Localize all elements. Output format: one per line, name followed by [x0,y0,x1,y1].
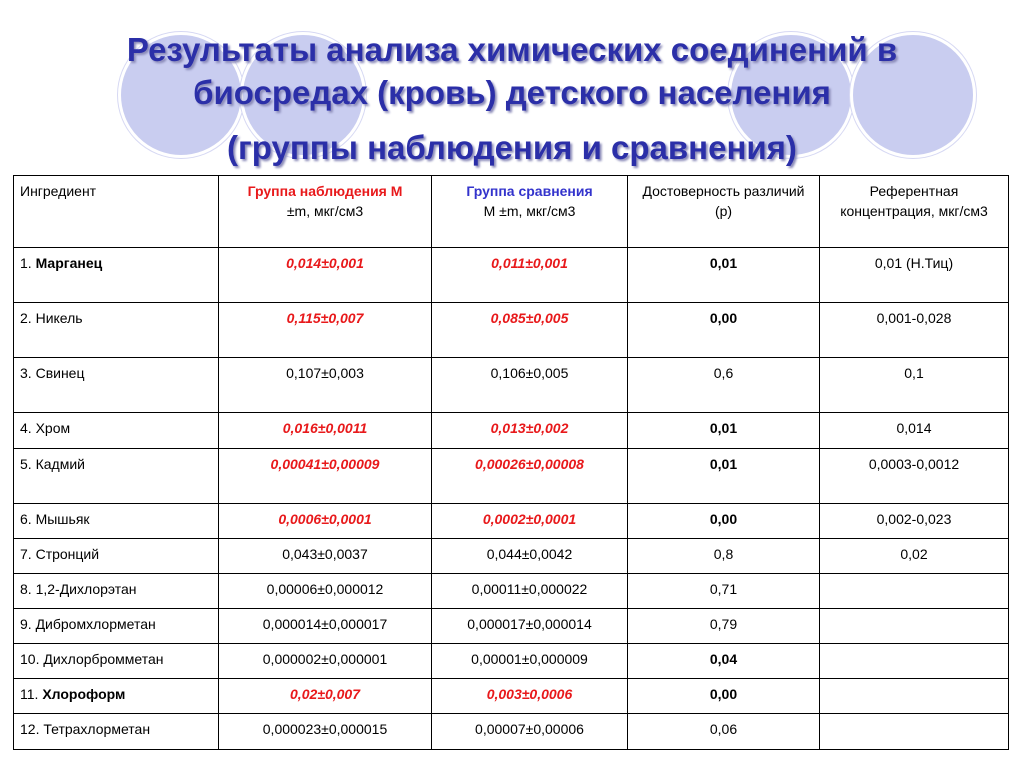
cell-significance: 0,8 [628,539,820,574]
cell-significance: 0,71 [628,574,820,609]
table-row [14,413,1009,449]
cell-observation: 0,000014±0,000017 [219,609,432,644]
cell-observation: 0,016±0,0011 [219,413,432,449]
cell-ingredient: 6. Мышьяк [14,504,219,539]
cell-ingredient: 8. 1,2-Дихлорэтан [14,574,219,609]
table-row [14,714,1009,750]
slide-title [0,28,1024,169]
title-line-3: (группы наблюдения и сравнения) [227,129,797,166]
cell-comparison: 0,013±0,002 [432,413,628,449]
cell-ingredient: 9. Дибромхлорметан [14,609,219,644]
header-significance: Достоверность различий (р) [628,176,820,248]
cell-reference: 0,02 [820,539,1009,574]
cell-ingredient: 1. Марганец [14,248,219,303]
cell-comparison: 0,00011±0,000022 [432,574,628,609]
cell-significance: 0,00 [628,679,820,714]
cell-comparison: 0,000017±0,000014 [432,609,628,644]
table-row [14,679,1009,714]
table-row [14,609,1009,644]
cell-reference [820,679,1009,714]
title-line-1: Результаты анализа химических соединений в [126,31,898,68]
cell-comparison: 0,003±0,0006 [432,679,628,714]
cell-significance: 0,01 [628,449,820,504]
cell-ingredient: 5. Кадмий [14,449,219,504]
cell-ingredient: 4. Хром [14,413,219,449]
cell-reference [820,644,1009,679]
cell-observation: 0,043±0,0037 [219,539,432,574]
table-header-row [14,176,1009,248]
cell-ingredient: 10. Дихлорбромметан [14,644,219,679]
cell-observation: 0,000002±0,000001 [219,644,432,679]
cell-significance: 0,00 [628,504,820,539]
header-comparison-title: Группа сравнения [466,183,593,199]
cell-observation: 0,00006±0,000012 [219,574,432,609]
header-observation-title: Группа наблюдения М [247,183,403,199]
table-row [14,303,1009,358]
cell-observation: 0,00041±0,00009 [219,449,432,504]
cell-ingredient: 3. Свинец [14,358,219,413]
header-reference: Референтная концентрация, мкг/см3 [820,176,1009,248]
cell-ingredient: 12. Тетрахлорметан [14,714,219,750]
cell-ingredient: 2. Никель [14,303,219,358]
cell-observation: 0,02±0,007 [219,679,432,714]
cell-comparison: 0,0002±0,0001 [432,504,628,539]
cell-reference: 0,01 (Н.Тиц) [820,248,1009,303]
cell-comparison: 0,085±0,005 [432,303,628,358]
cell-reference [820,609,1009,644]
cell-reference: 0,002-0,023 [820,504,1009,539]
cell-reference [820,574,1009,609]
table-row [14,644,1009,679]
cell-comparison: 0,00026±0,00008 [432,449,628,504]
cell-observation: 0,0006±0,0001 [219,504,432,539]
cell-reference: 0,0003-0,0012 [820,449,1009,504]
cell-ingredient: 7. Стронций [14,539,219,574]
cell-reference: 0,014 [820,413,1009,449]
cell-reference [820,714,1009,750]
cell-significance: 0,01 [628,413,820,449]
cell-observation: 0,000023±0,000015 [219,714,432,750]
cell-observation: 0,107±0,003 [219,358,432,413]
cell-significance: 0,6 [628,358,820,413]
header-comparison-group [432,176,628,248]
cell-reference: 0,001-0,028 [820,303,1009,358]
cell-observation: 0,014±0,001 [219,248,432,303]
table-row [14,248,1009,303]
header-comparison-units: М ±m, мкг/см3 [483,203,576,219]
table-row [14,574,1009,609]
table-row [14,358,1009,413]
cell-comparison: 0,106±0,005 [432,358,628,413]
table-row [14,449,1009,504]
cell-observation: 0,115±0,007 [219,303,432,358]
table-row [14,539,1009,574]
cell-comparison: 0,011±0,001 [432,248,628,303]
cell-significance: 0,79 [628,609,820,644]
cell-significance: 0,04 [628,644,820,679]
header-observation-units: ±m, мкг/см3 [286,203,364,219]
results-table [13,175,1009,750]
cell-comparison: 0,00001±0,000009 [432,644,628,679]
header-ingredient: Ингредиент [14,176,219,248]
cell-reference: 0,1 [820,358,1009,413]
cell-ingredient: 11. Хлороформ [14,679,219,714]
cell-comparison: 0,00007±0,00006 [432,714,628,750]
cell-comparison: 0,044±0,0042 [432,539,628,574]
table-row [14,504,1009,539]
cell-significance: 0,00 [628,303,820,358]
title-line-2: биосредах (кровь) детского населения [193,74,831,111]
header-observation-group [219,176,432,248]
cell-significance: 0,06 [628,714,820,750]
cell-significance: 0,01 [628,248,820,303]
